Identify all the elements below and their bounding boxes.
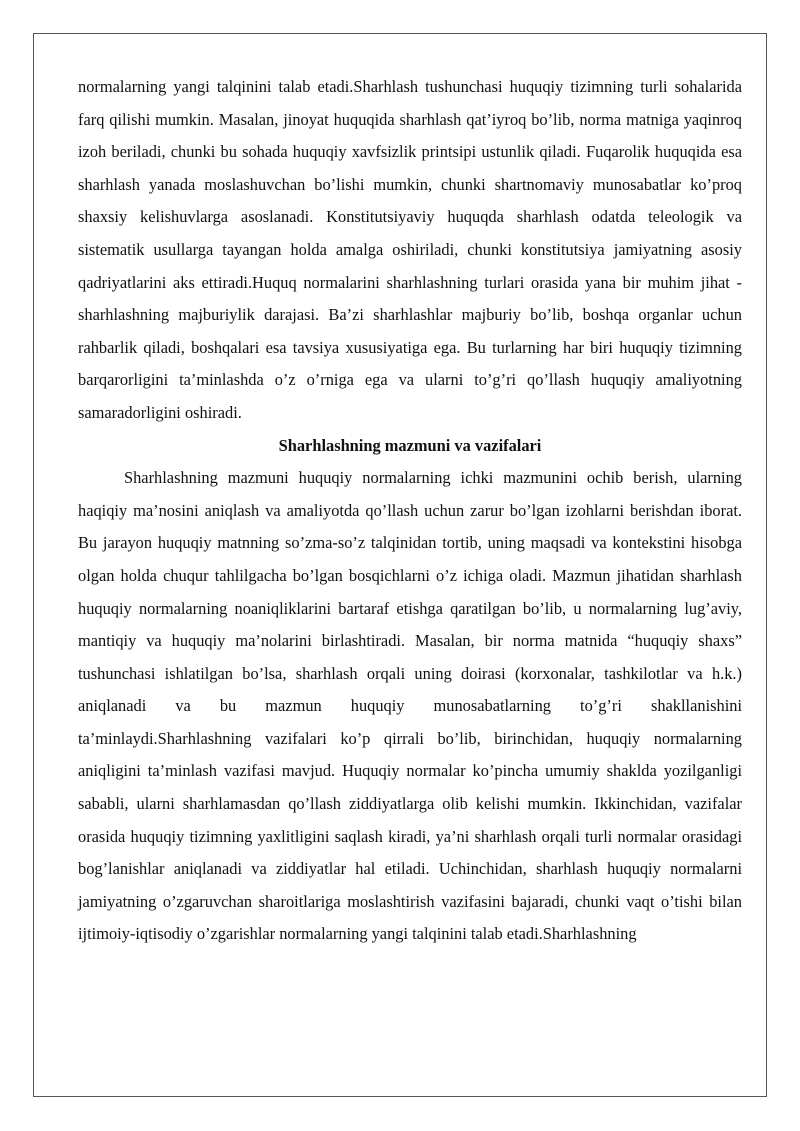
paragraph-continuation: normalarning yangi talqinini talab etadi.Sharhlash tushunchasi huquqiy tizimning turli sohalarida farq qilishi mumkin. Masalan, jinoyat huquqida sharhlash qat’iyroq bo’lib, norma matniga yaqinroq izoh beriladi, chunki bu sohada huquqiy xavfsizlik printsipi ustunlik qiladi. Fuqarolik huquqida esa sharhlash yanada moslashuvchan bo’lishi mumkin, chunki shartnomaviy munosabatlar ko’proq shaxsiy kelishuvlarga asoslanadi. Konstitutsiyaviy huquqda sharhlash odatda teleologik va sistematik usullarga tayangan holda amalga oshiriladi, chunki konstitutsiya jamiyatning asosiy qadriyatlarini aks ettiradi.Huquq normalarini sharhlashning turlari orasida yana bir muhim jihat - sharhlashning majburiylik darajasi. Ba’zi sharhlashlar majburiy bo’lib, boshqa organlar uchun rahbarlik qiladi, boshqalari esa tavsiya xususiyatiga ega. Bu turlarning har biri huquqiy tizimning barqarorligini ta’minlashda o’z o’rniga ega va ularni to’g’ri qo’llash huquqiy amaliyotning samaradorligini oshiradi.	[78, 77, 742, 422]
section-heading: Sharhlashning mazmuni va vazifalari	[278, 435, 542, 455]
document-body	[78, 71, 742, 951]
paragraph-content-and-functions: Sharhlashning mazmuni huquqiy normalarning ichki mazmunini ochib berish, ularning haqiqiy ma’nosini aniqlash va amaliyotda qo’llash uchun zarur bo’lgan izohlarni berishdan iborat. Bu jarayon huquqiy matnning so’zma-so’z talqinidan tortib, uning maqsadi va kontekstini hisobga olgan holda chuqur tahlilgacha bo’lgan bosqichlarni o’z ichiga oladi. Mazmun jihatidan sharhlash huquqiy normalarning noaniqliklarini bartaraf etishga qaratilgan bo’lib, u normalarning lug’aviy, mantiqiy va huquqiy ma’nolarini birlashtiradi. Masalan, bir norma matnida “huquqiy shaxs” tushunchasi ishlatilgan bo’lsa, sharhlash orqali uning doirasi (korxonalar, tashkilotlar va h.k.) aniqlanadi va bu mazmun huquqiy munosabatlarning to’g’ri shakllanishini ta’minlaydi.Sharhlashning vazifalari ko’p qirrali bo’lib, birinchidan, huquqiy normalarning aniqligini ta’minlash vazifasi mavjud. Huquqiy normalar ko’pincha umumiy shaklda yozilganligi sababli, ularni sharhlamasdan qo’llash ziddiyatlarga olib kelishi mumkin. Ikkinchidan, vazifalar orasida huquqiy tizimning yaxlitligini saqlash kiradi, ya’ni sharhlash orqali turli normalar orasidagi bog’lanishlar aniqlanadi va ziddiyatlar hal etiladi. Uchinchidan, sharhlash huquqiy normalarni jamiyatning o’zgaruvchan sharoitlariga moslashtirish vazifasini bajaradi, chunki vaqt o’tishi bilan ijtimoiy-iqtisodiy o’zgarishlar normalarning yangi talqinini talab etadi.Sharhlashning	[78, 468, 742, 944]
